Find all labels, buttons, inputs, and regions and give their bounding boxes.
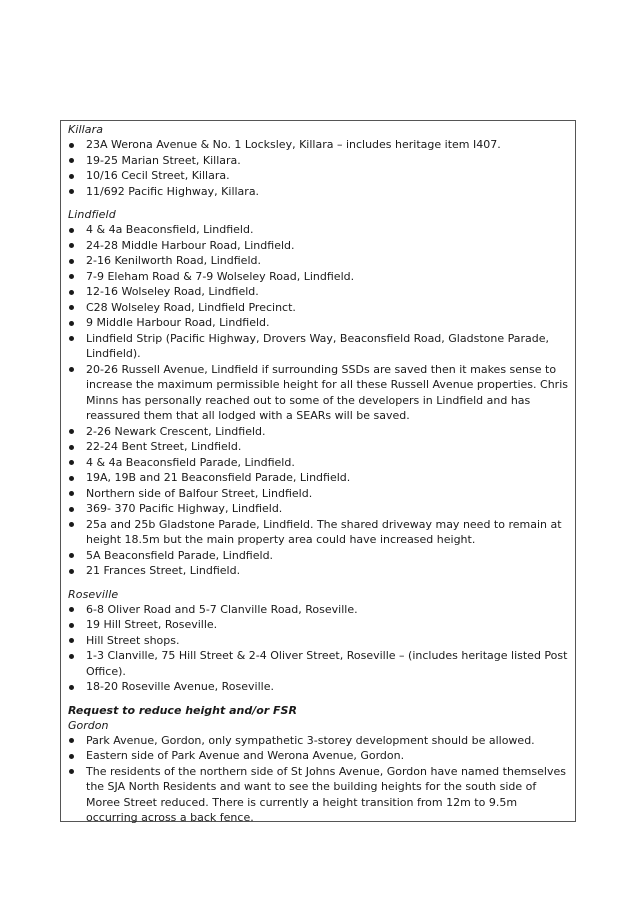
list-item-text: 1-3 Clanville, 75 Hill Street & 2-4 Oliver Street, Roseville – (includes heritage listed Post Office). <box>86 649 568 678</box>
bullet-icon <box>69 158 74 163</box>
list-item <box>68 331 575 362</box>
list-item <box>68 284 575 300</box>
list-item-text: Hill Street shops. <box>86 633 180 647</box>
bullet-icon <box>69 654 74 659</box>
list-item-text: 12-16 Wolseley Road, Lindfield. <box>86 285 259 298</box>
list-item <box>68 238 575 254</box>
bullet-icon <box>69 321 74 326</box>
list-item <box>68 548 575 564</box>
list-item <box>68 137 575 153</box>
list-item <box>68 648 575 679</box>
bullet-icon <box>69 228 74 233</box>
bullet-icon <box>69 274 74 279</box>
bullet-icon <box>69 290 74 295</box>
list-item-text: 19 Hill Street, Roseville. <box>86 618 218 631</box>
list-item-text: 7-9 Eleham Road & 7-9 Wolseley Road, Lindfield. <box>86 269 355 283</box>
bullet-icon <box>69 305 74 310</box>
bullet-icon <box>69 460 74 465</box>
list-item <box>68 222 575 238</box>
subheading-gordon: Gordon <box>68 718 109 732</box>
bullet-icon <box>69 507 74 512</box>
list-item <box>68 748 575 764</box>
list-item-text: 19A, 19B and 21 Beaconsfield Parade, Lindfield. <box>86 471 351 484</box>
list-item <box>68 184 575 200</box>
bullet-icon <box>69 476 74 481</box>
bullet-icon <box>69 189 74 194</box>
list-item-text: 25a and 25b Gladstone Parade, Lindfield. The shared driveway may need to remain at height 18.5m but the main property area could have increased height. <box>86 517 562 546</box>
bullet-icon <box>69 553 74 558</box>
list-item <box>68 563 575 579</box>
list-item <box>68 617 575 633</box>
section-heading-request-reduce: Request to reduce height and/or FSR <box>68 703 297 717</box>
bullet-icon <box>69 754 74 759</box>
bullet-icon <box>69 445 74 450</box>
list-item-text: The residents of the northern side of St Johns Avenue, Gordon have named themselves the SJA North Residents and want to see the building heights for the south side of Moree Street reduced. There is currently a height transition from 12m to 9.5m occurring across a back fence. <box>86 764 566 824</box>
list-item <box>68 501 575 517</box>
list-item-text: 21 Frances Street, Lindfield. <box>86 564 241 577</box>
list-item-text: 18-20 Roseville Avenue, Roseville. <box>86 680 274 693</box>
list-item-text: 19-25 Marian Street, Killara. <box>86 153 241 167</box>
list-item-text: 4 & 4a Beaconsfield Parade, Lindfield. <box>86 455 295 469</box>
bullet-icon <box>69 638 74 643</box>
section-heading-lindfield: Lindfield <box>68 208 116 221</box>
bullet-icon <box>69 685 74 690</box>
list-item-text: 9 Middle Harbour Road, Lindfield. <box>86 316 270 329</box>
list-item <box>68 733 575 749</box>
list-item <box>68 633 575 649</box>
bullet-icon <box>69 738 74 743</box>
list-item-text: 5A Beaconsfield Parade, Lindfield. <box>86 548 274 562</box>
list-item <box>68 269 575 285</box>
killara-list <box>68 137 575 199</box>
list-item-text: Park Avenue, Gordon, only sympathetic 3-storey development should be allowed. <box>86 733 535 747</box>
section-heading-killara: Killara <box>68 123 104 136</box>
bullet-icon <box>69 336 74 341</box>
document-table-cell <box>60 120 576 822</box>
list-item <box>68 517 575 548</box>
list-item <box>68 315 575 331</box>
bullet-icon <box>69 491 74 496</box>
list-item-text: Lindfield Strip (Pacific Highway, Drovers Way, Beaconsfield Road, Gladstone Parade, Lindfield). <box>86 331 549 360</box>
bullet-icon <box>69 607 74 612</box>
bullet-icon <box>69 522 74 527</box>
bullet-icon <box>69 143 74 148</box>
list-item-text: 369- 370 Pacific Highway, Lindfield. <box>86 502 283 515</box>
list-item-text: 11/692 Pacific Highway, Killara. <box>86 184 260 198</box>
list-item-text: 10/16 Cecil Street, Killara. <box>86 169 230 182</box>
list-item-text: 4 & 4a Beaconsfield, Lindfield. <box>86 223 254 236</box>
bullet-icon <box>69 769 74 774</box>
list-item-text: 20-26 Russell Avenue, Lindfield if surrounding SSDs are saved then it makes sense to increase the maximum permissible height for all these Russell Avenue properties. Chris Minns has personally reached out to some of the developers in Lindfield and has reassured them that all lodged with a SEARs will be saved. <box>86 362 568 422</box>
list-item <box>68 679 575 695</box>
list-item <box>68 253 575 269</box>
roseville-list <box>68 602 575 695</box>
list-item-text: 2-16 Kenilworth Road, Lindfield. <box>86 254 261 267</box>
list-item-text: 2-26 Newark Crescent, Lindfield. <box>86 424 266 438</box>
list-item <box>68 455 575 471</box>
list-item-text: Eastern side of Park Avenue and Werona Avenue, Gordon. <box>86 749 405 762</box>
list-item-text: 23A Werona Avenue & No. 1 Locksley, Killara – includes heritage item I407. <box>86 138 501 151</box>
list-item <box>68 424 575 440</box>
list-item-text: Northern side of Balfour Street, Lindfield. <box>86 486 313 500</box>
list-item <box>68 602 575 618</box>
list-item <box>68 168 575 184</box>
bullet-icon <box>69 429 74 434</box>
list-item-text: 24-28 Middle Harbour Road, Lindfield. <box>86 238 295 252</box>
list-item <box>68 764 575 826</box>
list-item <box>68 439 575 455</box>
lindfield-list <box>68 222 575 579</box>
list-item <box>68 470 575 486</box>
bullet-icon <box>69 259 74 264</box>
bullet-icon <box>69 623 74 628</box>
bullet-icon <box>69 174 74 179</box>
bullet-icon <box>69 243 74 248</box>
bullet-icon <box>69 569 74 574</box>
list-item-text: 6-8 Oliver Road and 5-7 Clanville Road, Roseville. <box>86 602 358 616</box>
gordon-list <box>68 733 575 826</box>
list-item <box>68 153 575 169</box>
section-heading-roseville: Roseville <box>68 587 119 601</box>
list-item <box>68 486 575 502</box>
list-item <box>68 362 575 424</box>
list-item <box>68 300 575 316</box>
list-item-text: C28 Wolseley Road, Lindfield Precinct. <box>86 300 296 314</box>
bullet-icon <box>69 367 74 372</box>
list-item-text: 22-24 Bent Street, Lindfield. <box>86 440 242 453</box>
